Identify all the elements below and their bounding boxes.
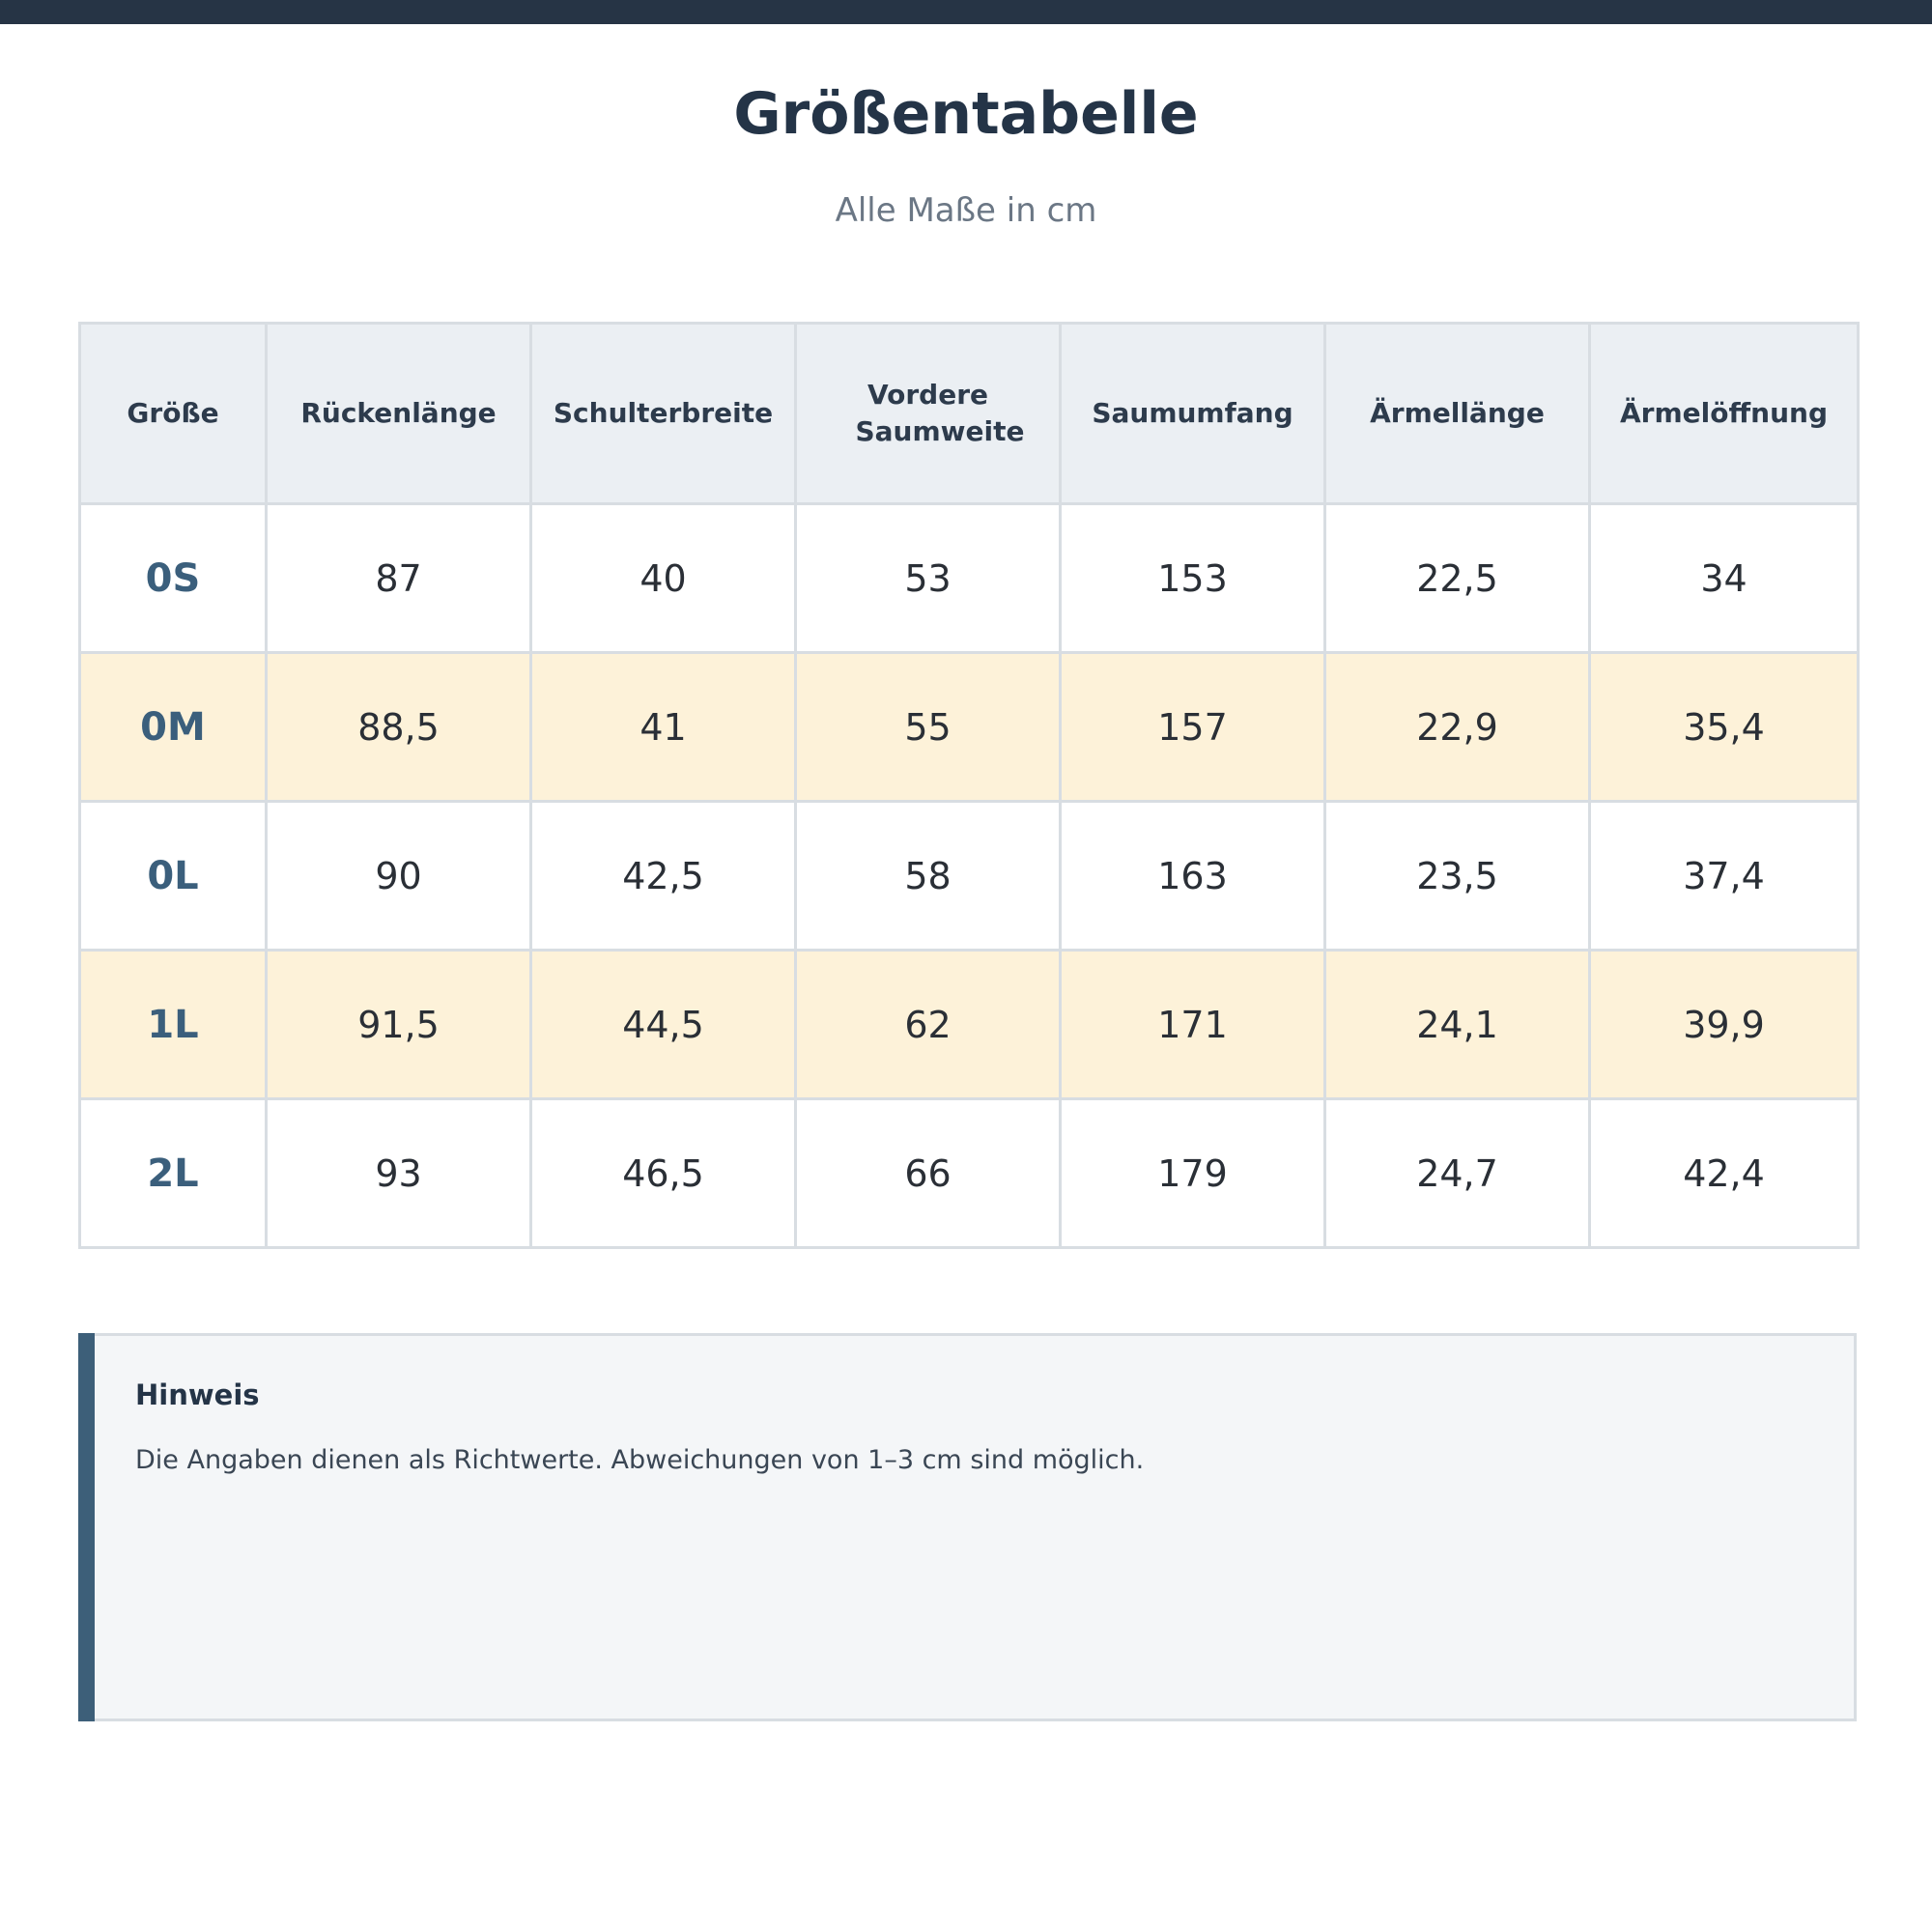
table-header-row <box>80 324 1859 504</box>
table-cell: 37,4 <box>1590 802 1859 951</box>
table-cell: 93 <box>267 1099 531 1248</box>
page-subtitle: Alle Maße in cm <box>835 191 1097 230</box>
table-cell: 171 <box>1061 951 1325 1099</box>
table-cell: 58 <box>796 802 1061 951</box>
column-header-front-hem-width-label: Vordere Saumweite <box>855 379 1025 447</box>
size-label: 0S <box>80 504 267 653</box>
table-cell: 41 <box>531 653 796 802</box>
column-header-size: Größe <box>80 324 267 504</box>
table-cell: 163 <box>1061 802 1325 951</box>
column-header-front-hem-width <box>796 324 1061 504</box>
table-row <box>80 1099 1859 1248</box>
table-cell: 24,7 <box>1325 1099 1590 1248</box>
table-cell: 88,5 <box>267 653 531 802</box>
table-cell: 22,5 <box>1325 504 1590 653</box>
table-cell: 39,9 <box>1590 951 1859 1099</box>
note-title: Hinweis <box>135 1378 260 1411</box>
table-cell: 22,9 <box>1325 653 1590 802</box>
table-row <box>80 504 1859 653</box>
column-header-sleeve-opening: Ärmelöffnung <box>1590 324 1859 504</box>
note-text: Die Angaben dienen als Richtwerte. Abweichungen von 1–3 cm sind möglich. <box>135 1445 1145 1475</box>
table-cell: 55 <box>796 653 1061 802</box>
table-cell: 46,5 <box>531 1099 796 1248</box>
table-cell: 44,5 <box>531 951 796 1099</box>
column-header-back-length: Rückenlänge <box>267 324 531 504</box>
page-title: Größentabelle <box>733 80 1199 148</box>
table-cell: 153 <box>1061 504 1325 653</box>
note-box <box>78 1333 1857 1721</box>
table-cell: 35,4 <box>1590 653 1859 802</box>
table-row <box>80 653 1859 802</box>
size-table <box>78 322 1860 1249</box>
top-accent-bar <box>0 0 1932 24</box>
table-row <box>80 951 1859 1099</box>
note-accent-bar <box>78 1333 95 1721</box>
table-cell: 34 <box>1590 504 1859 653</box>
table-cell: 66 <box>796 1099 1061 1248</box>
table-cell: 157 <box>1061 653 1325 802</box>
table-row <box>80 802 1859 951</box>
table-cell: 62 <box>796 951 1061 1099</box>
table-cell: 23,5 <box>1325 802 1590 951</box>
size-label: 1L <box>80 951 267 1099</box>
table-cell: 90 <box>267 802 531 951</box>
table-cell: 42,5 <box>531 802 796 951</box>
table-cell: 42,4 <box>1590 1099 1859 1248</box>
size-label: 2L <box>80 1099 267 1248</box>
table-cell: 87 <box>267 504 531 653</box>
table-cell: 24,1 <box>1325 951 1590 1099</box>
column-header-shoulder-width: Schulterbreite <box>531 324 796 504</box>
table-cell: 179 <box>1061 1099 1325 1248</box>
table-cell: 53 <box>796 504 1061 653</box>
table-cell: 40 <box>531 504 796 653</box>
column-header-hem-circumference: Saumumfang <box>1061 324 1325 504</box>
table-cell: 91,5 <box>267 951 531 1099</box>
size-label: 0L <box>80 802 267 951</box>
size-label: 0M <box>80 653 267 802</box>
column-header-sleeve-length: Ärmellänge <box>1325 324 1590 504</box>
